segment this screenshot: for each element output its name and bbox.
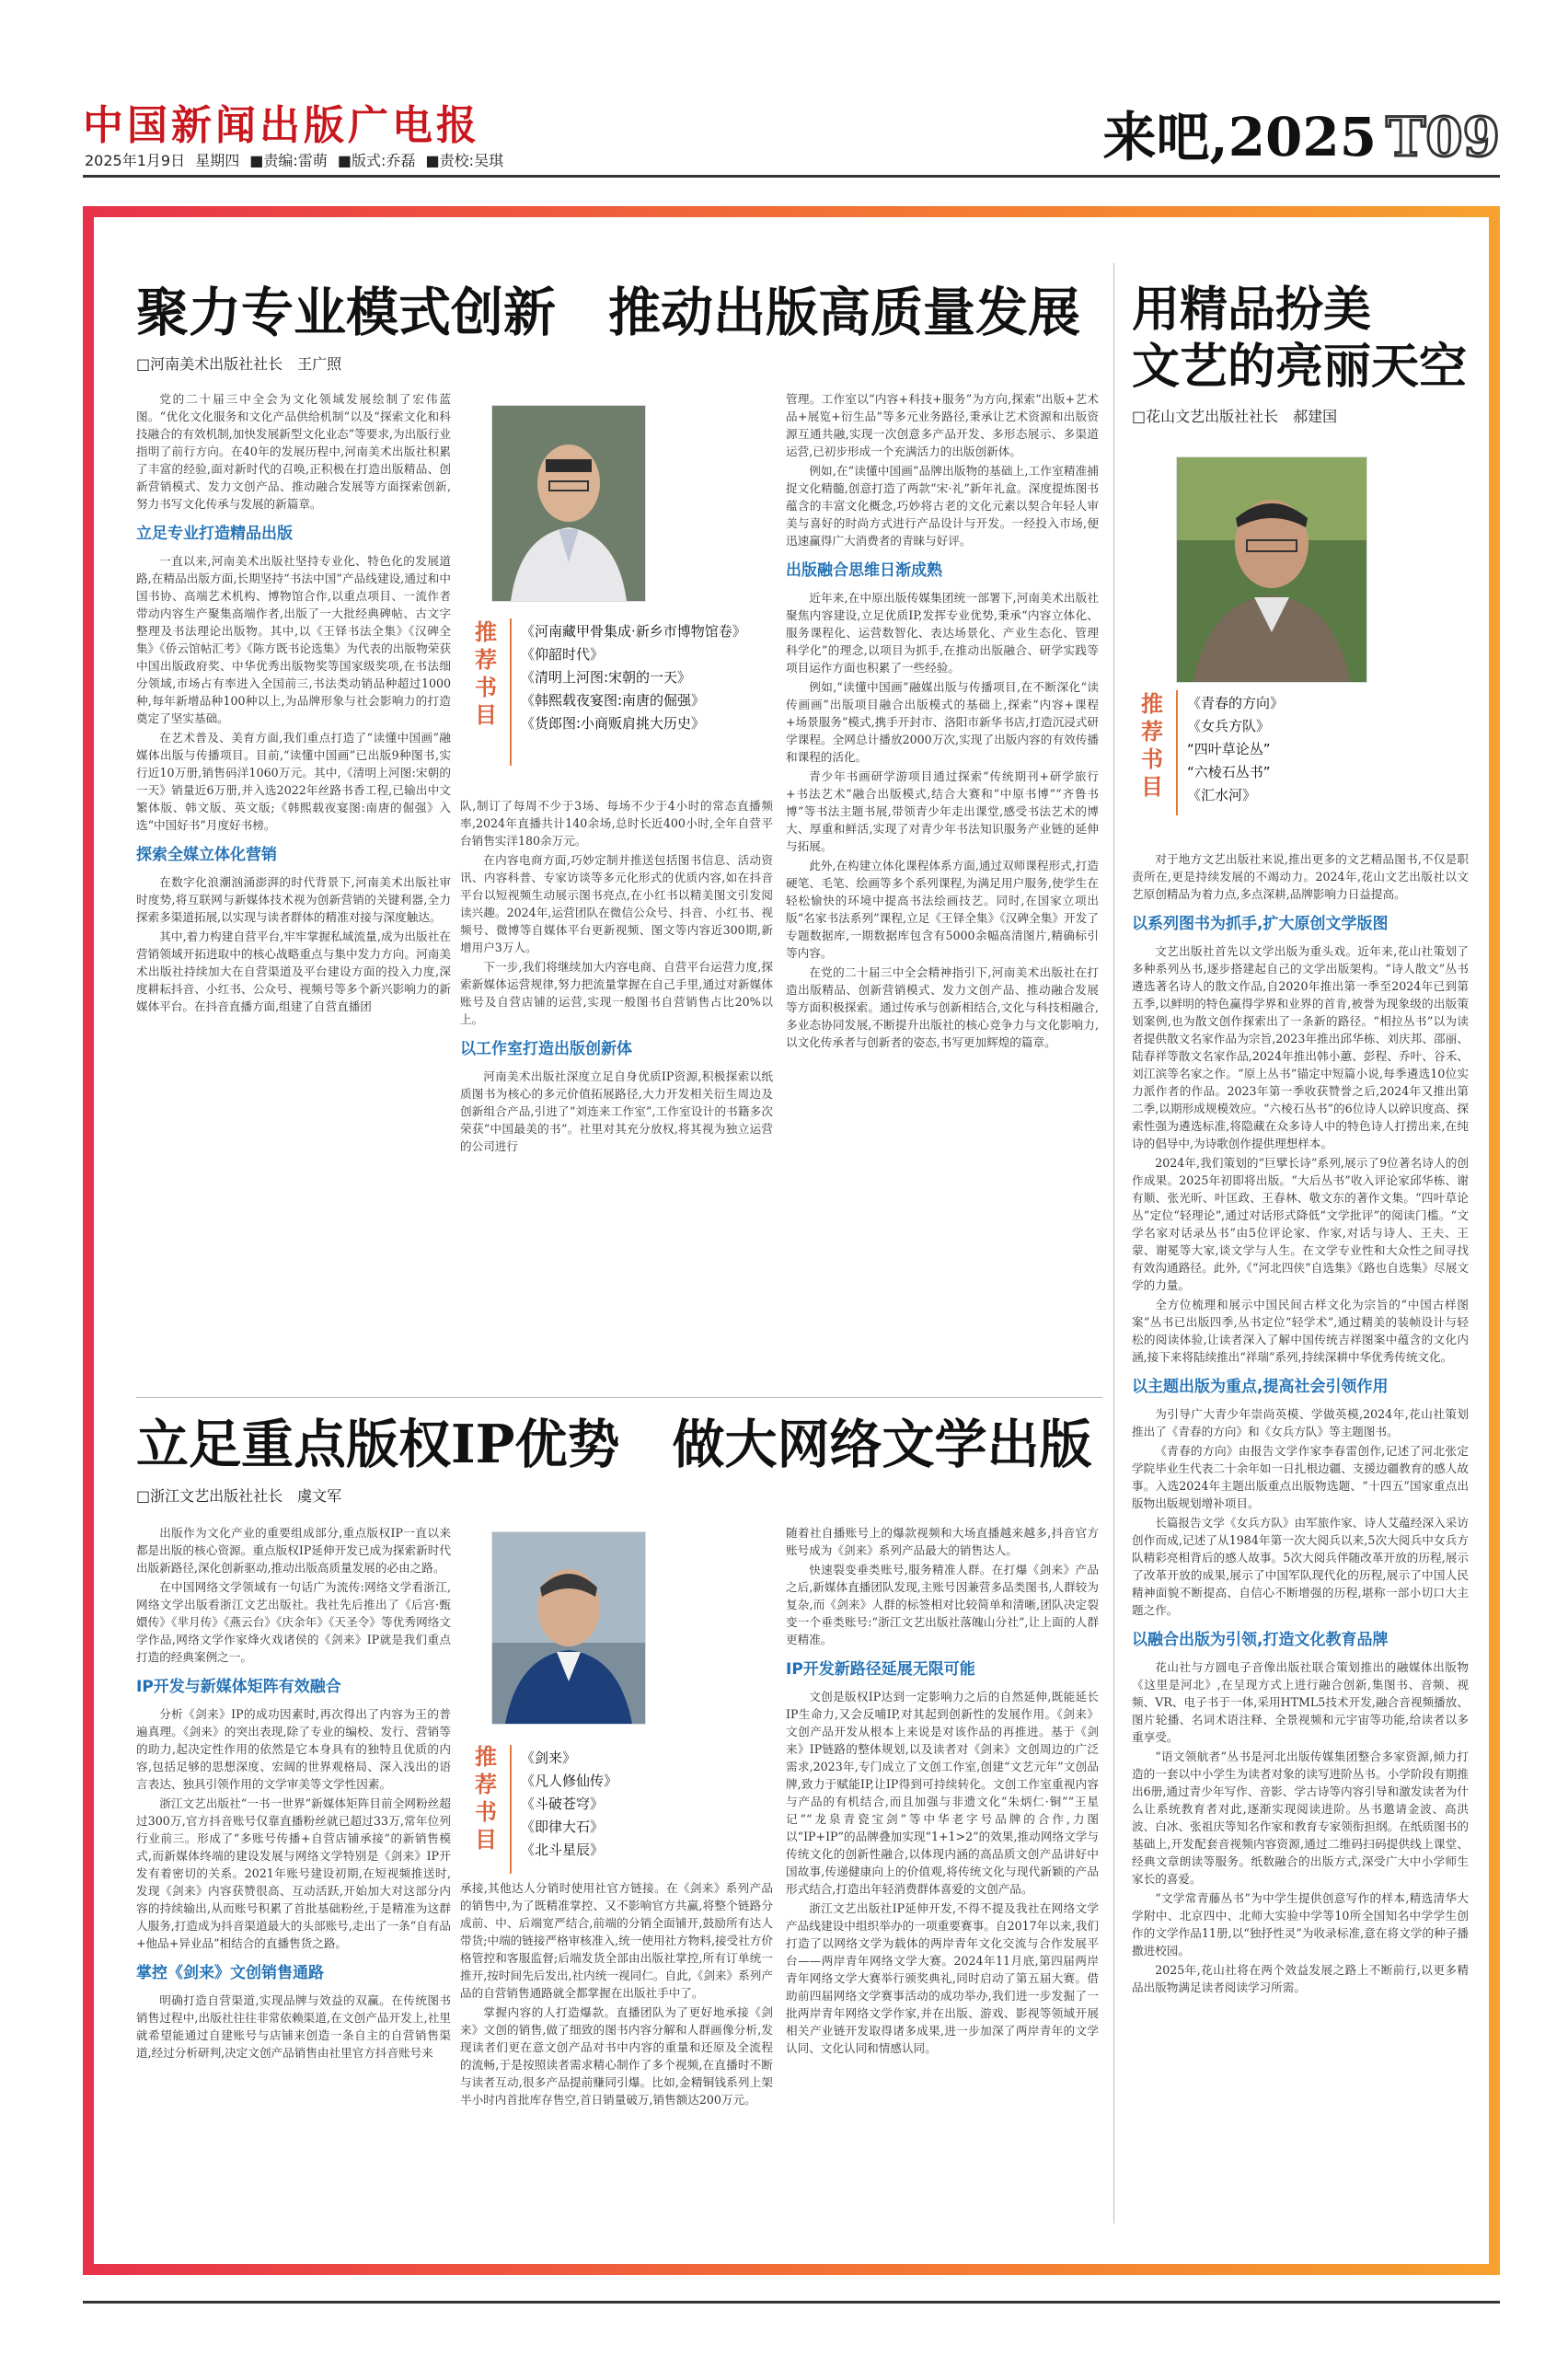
article-3-body: 对于地方文艺出版社来说,推出更多的文艺精品图书,不仅是职责所在,更是持续发展的不竭动力。2024年,花山文艺出版社以文艺原创精品为着力点,多点深耕,品牌影响力日益提高。 以系列图书为抓手,扩大原创文学版图 文艺出版社首先以文学出版为重头戏。近年来,花山社策划了多种系列丛书,逐步搭建起自己的文学出版架构。“诗人散文”丛书遴选著名诗人的散文作品,自2020年推出第一季至2024年已到第五季,以鲜明的特色赢得学界和业界的首肯,被誉为现象级的出版策划案例,也为散文创作探索出了一条新的路径。“相拉丛书”以为读者提供散文名家作品为宗旨,2023年推出邱华栋、刘庆邦、邵丽、陆春祥等散文名家作品,2024年推出韩小蕙、彭程、乔叶、谷禾、刘江滨等名家之作。“原上丛书”锚定中短篇小说,每季遴选10位实力派作者的作品。2023年第一季收获赞誉之后,2024年又推出第二季,以期形成规模效应。“六棱石丛书”的6位诗人以碎识度高、探索性强为遴选标准,将隐藏在众多诗人中的特色诗人打捞出来,在纯诗的倡导中,为诗歌创作提供理想样本。 2024年,我们策划的“巨擘长诗”系列,展示了9位著名诗人的创作成果。2025年初即将出版。“大后丛书”收入评论家邱华栋、谢有顺、张光昕、叶匡政、王春林、敬文东的著作文集。“四叶草论丛”定位“轻理论”,通过对话形式降低“文学批评”的阅读门槛。“文学名家对话录丛书”由5位评论家、作家,对话与诗人、王夫、王蒙、谢冕等大家,谈文学与人生。在文学专业性和大众性之间寻找有效沟通路径。此外,《“河北四侠”自选集》《路也自选集》尽展文学的力量。 全方位梳理和展示中国民间古样文化为宗旨的“中国古样图案”丛书已出版四季,丛书定位“轻学术”,通过精美的装帧设计与轻松的阅读体验,让读者深入了解中国传统吉祥图案中蕴含的文化内涵,接下来将陆续推出“祥瑞”系列,持续深耕中华优秀传统文化。 以主题出版为重点,提高社会引领作用 为引导广大青少年崇尚英模、学做英模,2024年,花山社策划推出了《青春的方向》和《女兵方队》等主题图书。 《青春的方向》由报告文学作家李春雷创作,记述了河北张定学院毕业生代表二十余年如一日扎根边疆、支援边疆教育的感人故事。入选2024年主题出版重点出版物选题、“十四五”国家重点出版物出版规划增补项目。 长篇报告文学《女兵方队》由军旅作家、诗人艾蕴经深入采访创作而成,记述了从1984年第一次大阅兵以来,5次大阅兵中女兵方队精彩亮相背后的感人故事。5次大阅兵伴随改革开放的历程,展示了改革开放的成果,展示了中国军队现代化的历程,展示了中国人民精神面貌不断提高、自信心不断增强的历程,堪称一部小切口大主题之作。 以融合出版为引领,打造文化教育品牌 花山社与方圆电子音像出版社联合策划推出的融媒体出版物《这里是河北》,在呈现方式上进行融合创新,集图书、音频、视频、VR、电子书于一体,采用HTML5技术开发,融合音视频播放、图片轮播、名词术语注释、全景视频和元宇宙等功能,给读者以多重享受。 “语文领航者”丛书是河北出版传媒集团整合多家资源,倾力打造的一套以中小学生为读者对象的读写进阶丛书。小学阶段有期推出6册,通过青少年写作、音影、学古诗等内容引导和激发读者为什么让系统教育者对此,逐渐实现阅读进阶。丛书邀请金波、高洪波、白冰、张祖庆等知名作家和教育专家领衔担纲。在纸质图书的基础上,开发配套音视频内容资源,通过二维码扫码提供线上课堂、经典文章朗读等服务。纸数融合的出版方式,深受广大中小学师生家长的喜爱。 “文学常青藤丛书”为中学生提供创意写作的样本,精选清华大学附中、北京四中、北师大实验中学等10所全国知名中学学生创作的文学作品11册,以“独抒性灵”为收录标准,意在将文学的种子播撒进校园。 2025年,花山社将在两个效益发展之路上不断前行,以更多精品出版物满足读者阅读学习所需。 — [1132, 852, 1469, 1994]
book-item: 《河南藏甲骨集成·新乡市博物馆卷》 — [521, 623, 746, 640]
article-2-col-3: 随着社自播账号上的爆款视频和大场直播越来越多,抖音官方账号成为《剑来》系列产品最大的销售达人。 快速裂变垂类账号,服务精准人群。在打爆《剑来》产品之后,新媒体直播团队发现,主账号因兼营多品类图书,人群较为复杂,而《剑来》人群的标签相对比较简单和清晰,团队决定裂变一个垂类账号:“浙江文艺出版社落魄山分社”,让上面的人群更精准。 IP开发新路径延展无限可能 文创是版权IP达到一定影响力之后的自然延伸,既能延长IP生命力,又会反哺IP,对其起到创新性的发展作用。《剑来》文创产品开发从根本上来说是对该作品的再推进。基于《剑来》IP链路的整体规划,以及读者对《剑来》文创周边的广泛需求,2023年,专门成立了文创工作室,创建“文艺元年”文创品牌,致力于赋能IP,让IP得到可持续转化。文创工作室重视内容与产品的有机结合,而且加强与非遗文化“朱炳仁·铜”“王星记”“龙泉青瓷宝剑”等中华老字号品牌的合作,力图以“IP+IP”的品牌叠加实现“1+1>2”的效果,推动网络文学与传统文化的创新性融合,以体现内涵的高品质文创产品讲好中国故事,传递健康向上的价值观,将传统文化与现代新颖的产品形式结合,打造出年轻消费群体喜爱的文创产品。 浙江文艺出版社IP延伸开发,不得不提及我社在网络文学产品线建设中组织举办的一项重要赛事。自2017年以来,我们打造了以网络文学为载体的两岸青年文化交流与合作发展平台——两岸青年网络文学大赛。2024年11月底,第四届两岸青年网络文学大赛举行颁奖典礼,同时启动了第五届大赛。借助前四届网络文学赛事活动的成功举办,我们进一步发掘了一批两岸青年网络文学作家,并在出版、游戏、影视等领域开展相关产业链开发取得诸多成果,进一步加深了两岸青年的文学认同、文化认同和情感认同。 — [786, 1526, 1099, 2055]
article-1-byline: □河南美术出版社社长 王广照 — [136, 355, 342, 374]
book-item: 《汇水河》 — [1187, 787, 1257, 803]
book-item: 《货郎图:小商贩肩挑大历史》 — [521, 715, 706, 732]
book-item: 《清明上河图:宋朝的一天》 — [521, 669, 692, 686]
footer-divider — [83, 2301, 1500, 2304]
article-2-header — [136, 1414, 1102, 1506]
article-1-book-list — [521, 620, 746, 735]
book-item: 《剑来》 — [521, 1750, 577, 1766]
article-2-subhead-3: IP开发新路径延展无限可能 — [786, 1660, 975, 1679]
article-2-books-box — [510, 1745, 714, 1874]
book-item: 《斗破苍穹》 — [521, 1796, 605, 1812]
column-divider — [1113, 263, 1114, 2223]
article-1-books-box — [510, 618, 746, 766]
article-3-books-tag: 推 荐 书 目 — [1141, 691, 1163, 800]
article-1-subhead-1: 立足专业打造精品出版 — [136, 525, 293, 543]
article-2-subhead-2: 掌控《剑来》文创销售通路 — [136, 1964, 324, 1982]
section-title — [1103, 94, 1501, 171]
article-2-title: 立足重点版权IP优势 做大网络文学出版 — [136, 1414, 1092, 1475]
article-2-subhead-1: IP开发与新媒体矩阵有效融合 — [136, 1678, 341, 1696]
author-photo-wang — [491, 405, 646, 602]
book-item: 《女兵方队》 — [1187, 718, 1271, 734]
article-1-col-3: 管理。工作室以“内容+科技+服务”为方向,探索“出版+艺术品+展览+衍生品”等多元业务路径,秉承让艺术资源和出版资源互通共融,实现一次创意多产品开发、多形态展示、多渠道运营,已初步形成一个充满活力的出版创新体。 例如,在“读懂中国画”品牌出版物的基础上,工作室精准捕捉文化精髓,创意打造了两款“宋·礼”新年礼盒。深度提炼图书蕴含的丰富文化概念,巧妙将古老的文化元素以契合年轻人审美与喜好的时尚方式进行产品设计与开发。一经投入市场,便迅速赢得广大消费者的青睐与好评。 出版融合思维日渐成熟 近年来,在中原出版传媒集团统一部署下,河南美术出版社聚焦内容建设,立足优质IP,发挥专业优势,秉承“内容立体化、服务课程化、运营数智化、表达场景化、产业生态化、管理科学化”的理念,以项目为抓手,在推动出版融合、研学实践等项目运作方面也积累了一些经验。 例如,“读懂中国画”融媒出版与传播项目,在不断深化“读传画画”出版项目融合出版模式的基础上,探索“内容+课程+场景服务”模式,携手开封市、洛阳市新华书店,打造沉浸式研学课程。全网总计播放2000万次,实现了出版内容的有效传播和课程的活化。 青少年书画研学游项目通过探索“传统期刊+研学旅行+书法艺术”融合出版模式,结合大赛和“中原书博”“齐鲁书博”等书法主题书展,带领青少年走出课堂,感受书法艺术的博大、厚重和鲜活,实现了对青少年书法知识服务产业链的延伸与拓展。 此外,在构建立体化课程体系方面,通过双师课程形式,打造硬笔、毛笔、绘画等多个系列课程,为满足用户服务,使学生在轻松愉快的环境中提高书法绘画技艺。同时,在国家立项出版“名家书法系列”课程,立足《王铎全集》《汉碑全集》开发了专题数据库,一期数据库包含有5000余幅高清图片,精确标引等内容。 在党的二十届三中全会精神指引下,河南美术出版社在打造出版精品、创新营销模式、发力文创产品、推动融合发展等方面积极探索。通过传承与创新相结合,文化与科技相融合,多业态协同发展,不断提升出版社的核心竞争力与文化影响力,以文化传承者与创新者的姿态,书写更加辉煌的篇章。 — [786, 392, 1099, 1049]
author-photo-hao — [1176, 456, 1367, 683]
issue-weekday: 星期四 — [195, 152, 240, 169]
book-item: “四叶草论丛” — [1187, 741, 1271, 757]
issue-meta: 2025年1月9日 星期四 ■责编:雷萌 ■版式:乔磊 ■责校:吴琪 — [85, 152, 504, 169]
editor-credit: 责编:雷萌 — [263, 152, 328, 169]
article-1-header — [136, 282, 1102, 374]
article-2-byline: □浙江文艺出版社社长 虞文军 — [136, 1487, 342, 1506]
portrait-image — [492, 1532, 645, 1724]
article-3-subhead-1: 以系列图书为抓手,扩大原创文学版图 — [1132, 915, 1389, 933]
article-1-col-1: 党的二十届三中全会为文化领域发展绘制了宏伟蓝图。“优化文化服务和文化产品供给机制”以及“探索文化和科技融合的有效机制,加快发展新型文化业态”等要求,为出版行业指明了前行方向。在40年的发展历程中,河南美术出版社积累了丰富的经验,面对新时代的召唤,正积极在打造出版精品、创新营销模式、发力文创产品、推动融合发展等方面探索创新,努力书写文化传承与发展的新篇章。 立足专业打造精品出版 一直以来,河南美术出版社坚持专业化、特色化的发展道路,在精品出版方面,长期坚持“书法中国”产品线建设,通过和中国书协、高端艺术机构、博物馆合作,以重点项目、一流作者带动内容生产聚集高端作者,出版了一大批经典碑帖、古文字整理及书法理论出版物。其中,以《王铎书法全集》《汉碑全集》《侨云馆帖汇考》《陈方既书论选集》为代表的出版物荣获中国出版政府奖、中华优秀出版物奖等国家级奖项,在书法细分领域,市场占有率进入全国前三,书法类动销品种超过1000种,每年新增品种100种以上,为品牌形象与社会影响力的打造奠定了坚实基础。 在艺术普及、美育方面,我们重点打造了“读懂中国画”融媒体出版与传播项目。目前,“读懂中国画”已出版9种图书,实行近10万册,销售码洋1060万元。其中,《清明上河图:宋朝的一天》销量近6万册,并入选2022年丝路书香工程,已输出中文繁体版、韩文版、英文版;《韩熙载夜宴图:南唐的倔强》入选“中国好书”月度好书榜。 探索全媒立体化营销 在数字化浪潮汹涌澎湃的时代背景下,河南美术出版社审时度势,将互联网与新媒体技术视为创新营销的关键利器,全力探索多渠道拓展,以实现与读者群体的精准对接与深度触达。 其中,着力构建自营平台,牢牢掌握私域流量,成为出版社在营销领域开拓进取中的核心战略重点与集中发力方向。河南美术出版社持续加大在自营渠道及平台建设方面的投入力度,深度耕耘抖音、小红书、公众号、视频号等多个新兴影响力的新媒体平台。在抖音直播方面,组建了自营直播团 — [136, 392, 451, 1013]
issue-date: 2025年1月9日 — [85, 152, 186, 169]
author-photo-yu — [491, 1531, 646, 1725]
page-content — [94, 217, 1489, 2264]
article-2-books-tag: 推 荐 书 目 — [475, 1744, 497, 1853]
article-divider — [136, 1397, 1102, 1398]
page-number: T09 — [1386, 106, 1500, 168]
book-item: 《韩熙载夜宴图:南唐的倔强》 — [521, 692, 706, 709]
book-item: “六棱石丛书” — [1187, 764, 1271, 780]
newspaper-logo: 中国新闻出版广电报 — [83, 102, 480, 149]
book-item: 《北斗星辰》 — [521, 1842, 605, 1858]
article-3-title: 用精品扮美 文艺的亮丽天空 — [1132, 282, 1468, 395]
article-1-col-2: 队,制订了每周不少于3场、每场不少于4小时的常态直播频率,2024年直播共计140余场,总时长近400小时,全年自营平台销售实洋180余万元。 在内容电商方面,巧妙定制并推送包括图书信息、活动资讯、内容科普、专家访谈等多元化形式的优质内容,如在抖音平台以短视频生动展示图书亮点,在小红书以精美图文引发阅读兴趣。2024年,运营团队在微信公众号、抖音、小红书、视频号、微博等自媒体平台更新视频、图文等内容近300期,新增用户3万人。 下一步,我们将继续加大内容电商、自营平台运营力度,探索新媒体运营规律,努力把流量掌握在自己手里,通过对新媒体账号及自营店铺的运营,实现一般图书自营销售占比20%以上。 以工作室打造出版创新体 河南美术出版社深度立足自身优质IP资源,积极探索以纸质图书为核心的多元价值拓展路径,大力开发相关衍生周边及创新组合产品,引进了“刘连来工作室”,工作室设计的书籍多次荣获“中国最美的书”。社里对其充分放权,将其视为独立运营的公司进行 — [460, 799, 773, 1153]
book-item: 《凡人修仙传》 — [521, 1773, 618, 1789]
article-1-subhead-3: 以工作室打造出版创新体 — [460, 1040, 632, 1058]
article-2-col-2: 承接,其他达人分销时使用社官方链接。在《剑来》系列产品的销售中,为了既精准掌控、又不影响官方共赢,将整个链路分成前、中、后端宽严结合,前端的分销全面铺开,鼓励所有达人带货;中端的链接严格审核准入,统一使用社方物料,接受社方价格管控和客服监督;后端发货全部由出版社掌控,所有订单统一推开,按时间先后发出,社内统一视同仁。自此,《剑来》系列产品的自营销售通路就全都掌握在出版社手中了。 掌握内容的人打造爆款。直播团队为了更好地承接《剑来》文创的销售,做了细致的图书内容分解和人群画像分析,发现读者们更在意文创产品对书中内容的重量和还原及全流程的流畅,于是按照读者需求精心制作了多个视频,在直播时不断与读者互动,很多产品提前赚同引爆。比如,金精铜钱系列上架半小时内首批库存售空,首日销量破万,销售额达200万元。 — [460, 1881, 773, 2107]
book-item: 《青春的方向》 — [1187, 695, 1285, 711]
proof-credit: 责校:吴琪 — [439, 152, 504, 169]
layout-credit: 版式:乔磊 — [352, 152, 416, 169]
masthead-divider — [83, 175, 1500, 178]
article-2-col-1: 出版作为文化产业的重要组成部分,重点版权IP一直以来都是出版的核心资源。重点版权IP延伸开发已成为探索新时代出版新路径,深化创新驱动,推动出版高质量发展的必由之路。 在中国网络文学领域有一句话广为流传:网络文学看浙江,网络文学出版看浙江文艺出版社。我社先后推出了《后宫·甄嬛传》《芈月传》《燕云台》《庆余年》《天圣令》等优秀网络文学作品,网络文学作家烽火戏诸侯的《剑来》IP就是我们重点打造的经典案例之一。 IP开发与新媒体矩阵有效融合 分析《剑来》IP的成功因素时,再次得出了内容为王的普遍真理。《剑来》的突出表现,除了专业的编校、发行、营销等的助力,起决定性作用的依然是它本身具有的独特且优质的内容,包括足够的思想深度、宏阔的世界观格局、深入浅出的语言表达、独具引领作用的文学审美等文学性因素。 浙江文艺出版社“一书一世界”新媒体矩阵目前全网粉丝超过300万,官方抖音账号仅靠直播粉丝就已超过33万,常年位列行业前三。形成了“多账号传播+自营店铺承接”的新销售模式,而新媒体终端的建设发展与网络文学特别是《剑来》IP开发有着密切的关系。2021年账号建设初期,在短视频推送时,发现《剑来》内容获赞很高、互动活跃,开始加大对这部分内容的持续输出,从而账号积累了首批基础粉丝,于是精准为这群人服务,打造成为抖音渠道最大的头部账号,走出了一条“自有品+他品+异业品”相结合的直播售货之路。 掌控《剑来》文创销售通路 明确打造自营渠道,实现品牌与效益的双赢。在传统图书销售过程中,出版社往往非常依赖渠道,在文创产品开发上,社里就希望能通过自建账号与店铺来创造一条自主的自营销售渠道,经过分析研判,决定文创产品销售由社里官方抖音账号来 — [136, 1526, 451, 2060]
article-1-title: 聚力专业模式创新 推动出版高质量发展 — [136, 282, 1080, 343]
article-1-subhead-4: 出版融合思维日渐成熟 — [786, 561, 942, 580]
article-3-subhead-2: 以主题出版为重点,提高社会引领作用 — [1132, 1378, 1389, 1396]
article-1-subhead-2: 探索全媒立体化营销 — [136, 846, 277, 864]
masthead — [83, 88, 1500, 171]
article-3-header — [1132, 282, 1482, 426]
book-item: 《仰韶时代》 — [521, 646, 605, 663]
article-2-book-list — [521, 1747, 617, 1862]
section-name: 来吧,2025 — [1102, 106, 1378, 168]
article-3-books-box — [1176, 690, 1362, 815]
article-3-byline: □花山文艺出版社社长 郝建国 — [1132, 408, 1338, 425]
book-item: 《即律大石》 — [521, 1819, 605, 1835]
article-3-subhead-3: 以融合出版为引领,打造文化教育品牌 — [1132, 1631, 1389, 1649]
page-frame — [83, 206, 1500, 2275]
article-1-books-tag: 推 荐 书 目 — [475, 619, 497, 728]
article-3-book-list — [1187, 692, 1284, 807]
portrait-image — [1177, 457, 1366, 682]
portrait-image — [492, 406, 645, 601]
